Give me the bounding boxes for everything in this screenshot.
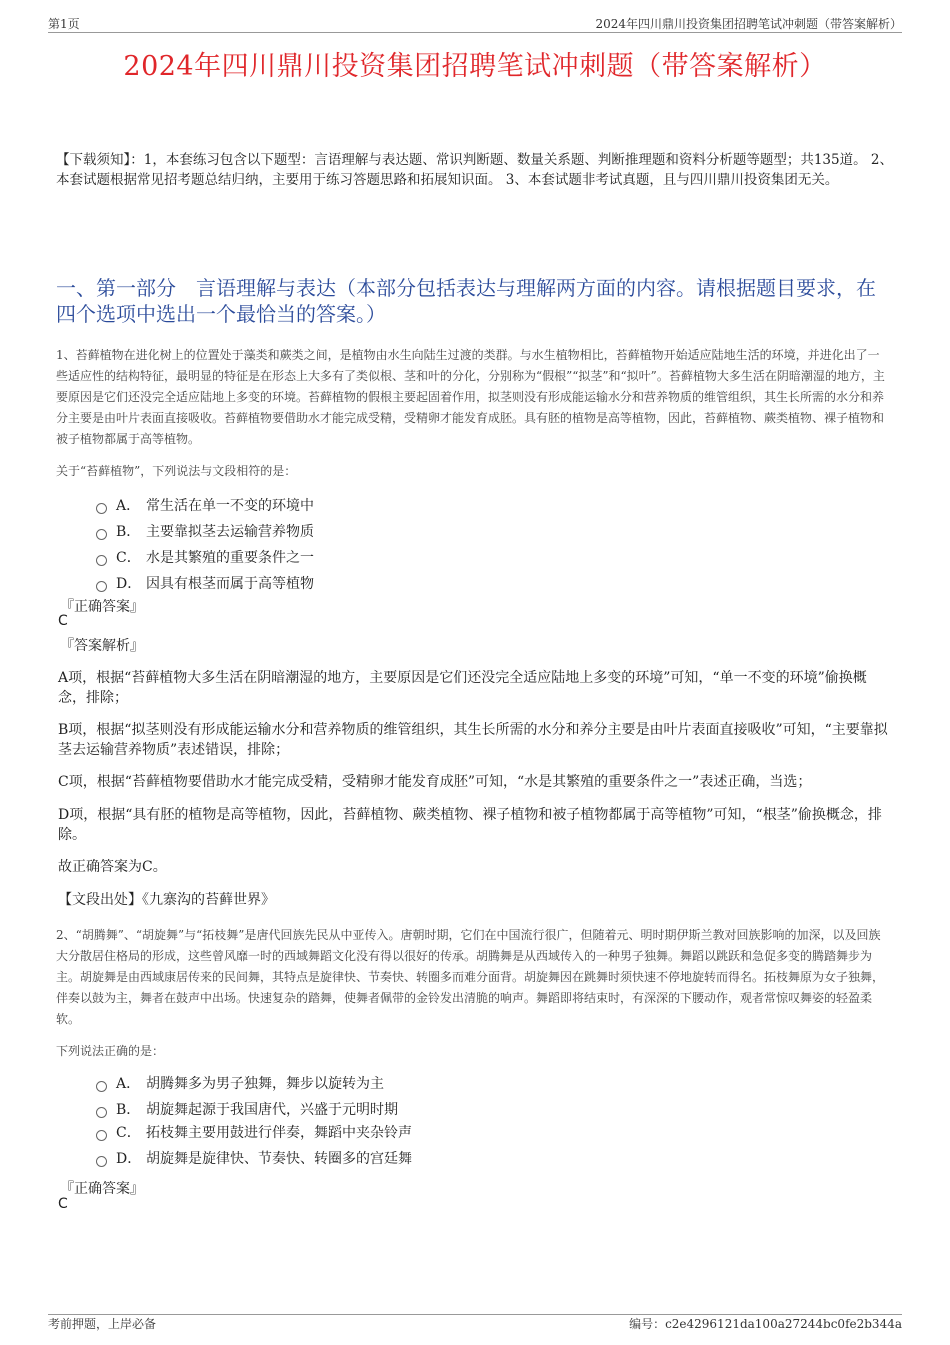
- radio-icon[interactable]: [96, 529, 107, 540]
- page-header: [48, 14, 902, 33]
- section-heading: 一、第一部分 言语理解与表达（本部分包括表达与理解两方面的内容。请根据题目要求，在四个选项中选出一个最恰当的答案。）: [56, 276, 876, 326]
- radio-icon[interactable]: [96, 503, 107, 514]
- option-letter: C．: [116, 550, 141, 566]
- radio-icon[interactable]: [96, 555, 107, 566]
- q2-option-b[interactable]: [96, 1100, 398, 1120]
- q1-option-b[interactable]: [96, 522, 314, 542]
- q2-answer-label: 『正确答案』: [60, 1181, 144, 1197]
- q1-option-c[interactable]: [96, 548, 314, 568]
- option-letter: A．: [116, 1076, 141, 1092]
- radio-icon[interactable]: [96, 581, 107, 592]
- page-number: 第1页: [48, 17, 80, 31]
- document-title: 2024年四川鼎川投资集团招聘笔试冲刺题（带答案解析）: [123, 51, 827, 82]
- q1-prompt: 关于“苔藓植物”，下列说法与文段相符的是：: [56, 464, 297, 478]
- option-letter: D．: [116, 576, 142, 592]
- q2-passage: 2、“胡腾舞”、“胡旋舞”与“拓枝舞”是唐代回族先民从中亚传入。唐朝时期，它们在中国流行很广，但随着元、明时期伊斯兰教对回族影响的加深，以及回族大分散居住格局的形成，这些曾风靡一时的西域舞蹈文化没有得以很好的传承。胡腾舞是从西域传入的一种男子独舞。舞蹈以跳跃和急促多变的腾踏舞步为主。胡旋舞是由西域康居传来的民间舞，其特点是旋律快、节奏快、转圈多而难分面背。胡旋舞因在跳舞时须快速不停地旋转而得名。拓枝舞原为女子独舞，伴奏以鼓为主，舞者在鼓声中出场。快速复杂的踏舞，使舞者佩带的金铃发出清脆的响声。舞蹈即将结束时，有深深的下腰动作，观者常惊叹舞姿的轻盈柔软。: [56, 928, 885, 1026]
- footer-doc-id: 编号：c2e4296121da100a27244bc0fe2b344a: [629, 1317, 902, 1331]
- option-text: 胡旋舞是旋律快、节奏快、转圈多的宫廷舞: [146, 1151, 412, 1167]
- option-letter: C．: [116, 1125, 141, 1141]
- option-text: 常生活在单一不变的环境中: [146, 498, 314, 514]
- option-letter: A．: [116, 498, 141, 514]
- option-letter: B．: [116, 524, 141, 540]
- q1-option-a[interactable]: [96, 496, 314, 516]
- q1-analysis-b: B项，根据“拟茎则没有形成能运输水分和营养物质的维管组织，其生长所需的水分和养分主要是由叶片表面直接吸收”可知，“主要靠拟茎去运输营养物质”表述错误，排除；: [58, 722, 888, 758]
- radio-icon[interactable]: [96, 1107, 107, 1118]
- option-letter: B．: [116, 1102, 141, 1118]
- download-notice: 【下载须知】：1，本套练习包含以下题型：言语理解与表达题、常识判断题、数量关系题、判断推理题和资料分析题等题型；共135道。 2、本套试题根据常见招考题总结归纳，主要用于练习答题思路和拓展知识面。 3、本套试题非考试真题，且与四川鼎川投资集团无关。: [56, 152, 893, 188]
- q1-analysis-d: D项，根据“具有胚的植物是高等植物，因此，苔藓植物、蕨类植物、裸子植物和被子植物都属于高等植物”可知，“根茎”偷换概念，排除。: [58, 807, 882, 843]
- footer-slogan: 考前押题，上岸必备: [48, 1317, 157, 1331]
- option-text: 主要靠拟茎去运输营养物质: [146, 524, 314, 540]
- running-title: 2024年四川鼎川投资集团招聘笔试冲刺题（带答案解析）: [595, 17, 902, 31]
- q2-option-a[interactable]: [96, 1074, 384, 1094]
- radio-icon[interactable]: [96, 1081, 107, 1092]
- q1-option-d[interactable]: [96, 574, 314, 594]
- option-text: 拓枝舞主要用鼓进行伴奏，舞蹈中夹杂铃声: [146, 1125, 412, 1141]
- option-text: 胡旋舞起源于我国唐代，兴盛于元明时期: [146, 1102, 398, 1118]
- q2-prompt: 下列说法正确的是：: [56, 1044, 165, 1058]
- q1-analysis-label: 『答案解析』: [60, 638, 144, 654]
- q1-answer-label: 『正确答案』: [60, 599, 144, 615]
- q1-passage: 1、苔藓植物在进化树上的位置处于藻类和蕨类之间，是植物由水生向陆生过渡的类群。与水生植物相比，苔藓植物开始适应陆地生活的环境，并进化出了一些适应性的结构特征，最明显的特征是在形态上大多有了类似根、茎和叶的分化，分别称为“假根”“拟茎”和“拟叶”。苔藓植物大多生活在阴暗潮湿的地方，主要原因是它们还没完全适应陆地上多变的环境。苔藓植物的假根主要起固着作用，拟茎则没有形成能运输水分和营养物质的维管组织，其生长所需的水分和养分主要是由叶片表面直接吸收。苔藓植物要借助水才能完成受精，受精卵才能发育成胚。具有胚的植物是高等植物，因此，苔藓植物、蕨类植物、裸子植物和被子植物都属于高等植物。: [56, 348, 885, 446]
- radio-icon[interactable]: [96, 1156, 107, 1167]
- q1-analysis-a: A项，根据“苔藓植物大多生活在阴暗潮湿的地方，主要原因是它们还没完全适应陆地上多变的环境”可知，“单一不变的环境”偷换概念，排除；: [58, 670, 867, 706]
- q1-analysis-c: C项，根据“苔藓植物要借助水才能完成受精，受精卵才能发育成胚”可知，“水是其繁殖的重要条件之一”表述正确，当选；: [58, 774, 812, 790]
- q1-analysis-conclusion: 故正确答案为C。: [58, 859, 167, 875]
- q2-option-c[interactable]: [96, 1123, 412, 1143]
- radio-icon[interactable]: [96, 1130, 107, 1141]
- q2-option-d[interactable]: [96, 1149, 412, 1169]
- q1-source: 【文段出处】《九寨沟的苔藓世界》: [58, 892, 275, 908]
- q2-answer: C: [58, 1196, 68, 1212]
- option-text: 水是其繁殖的重要条件之一: [146, 550, 314, 566]
- option-letter: D．: [116, 1151, 142, 1167]
- option-text: 胡腾舞多为男子独舞，舞步以旋转为主: [146, 1076, 384, 1092]
- q1-answer: C: [58, 613, 68, 629]
- option-text: 因具有根茎而属于高等植物: [146, 576, 314, 592]
